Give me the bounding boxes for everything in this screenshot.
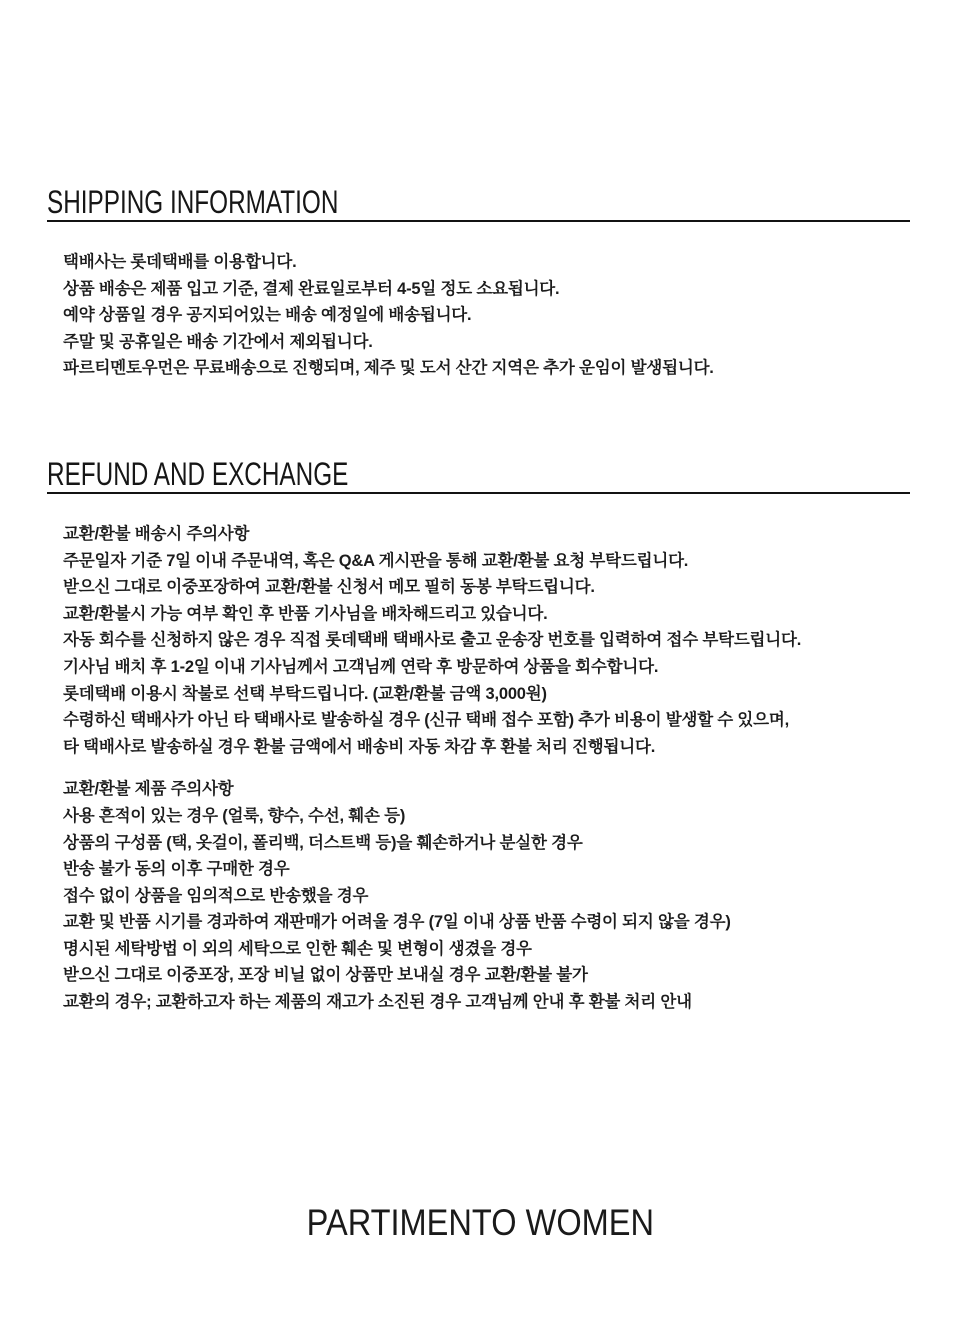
refund-product-line: 반송 불가 동의 이후 구매한 경우 — [63, 860, 290, 879]
refund-notice-line: 주문일자 기준 7일 이내 주문내역, 혹은 Q&A 게시판을 통해 교환/환불 요청 부탁드립니다. — [63, 551, 689, 570]
shipping-notice-list — [47, 249, 910, 382]
shipping-section-title: SHIPPING INFORMATION — [47, 184, 339, 220]
refund-product-line: 접수 없이 상품을 임의적으로 반송했을 경우 — [63, 886, 369, 905]
shipping-title-divider — [47, 220, 910, 222]
shipping-notice-line: 택배사는 롯데택배를 이용합니다. — [63, 253, 297, 271]
refund-product-line: 교환/환불 제품 주의사항 — [63, 780, 234, 799]
refund-notice-line: 타 택배사로 발송하실 경우 환불 금액에서 배송비 자동 차감 후 환불 처리 진행됩니다. — [63, 737, 656, 756]
refund-notice-line: 수령하신 택배사가 아닌 타 택배사로 발송하실 경우 (신규 택배 접수 포함) 추가 비용이 발생할 수 있으며, — [63, 711, 790, 730]
shipping-notice-line: 파르티멘토우먼은 무료배송으로 진행되며, 제주 및 도서 산간 지역은 추가 운임이 발생됩니다. — [63, 359, 714, 378]
refund-product-line: 교환 및 반품 시기를 경과하여 재판매가 어려울 경우 (7일 이내 상품 반품 수령이 되지 않을 경우) — [63, 913, 731, 932]
refund-notice-line: 자동 회수를 신청하지 않은 경우 직접 롯데택배 택배사로 출고 운송장 번호를 입력하여 접수 부탁드립니다. — [63, 631, 802, 650]
shipping-notice-line: 주말 및 공휴일은 배송 기간에서 제외됩니다. — [63, 332, 373, 351]
refund-notice-line: 교환/환불 배송시 주의사항 — [63, 524, 250, 543]
refund-product-line: 교환의 경우; 교환하고자 하는 제품의 재고가 소진된 경우 고객님께 안내 후 환불 처리 안내 — [63, 993, 692, 1012]
refund-notice-line: 롯데택배 이용시 착불로 선택 부탁드립니다. (교환/환불 금액 3,000원) — [63, 684, 547, 703]
page-footer — [0, 1200, 960, 1246]
refund-title-divider — [47, 492, 910, 494]
refund-shipping-notice-list — [47, 521, 910, 760]
shipping-notice-line: 예약 상품일 경우 공지되어있는 배송 예정일에 배송됩니다. — [63, 306, 472, 325]
shipping-notice-line: 상품 배송은 제품 입고 기준, 결제 완료일로부터 4-5일 정도 소요됩니다. — [63, 279, 560, 298]
refund-product-line: 상품의 구성품 (택, 옷걸이, 폴리백, 더스트백 등)을 훼손하거나 분실한 경우 — [63, 833, 583, 852]
refund-product-line: 명시된 세탁방법 이 외의 세탁으로 인한 훼손 및 변형이 생겼을 경우 — [63, 939, 532, 958]
shipping-section — [47, 0, 910, 382]
refund-notice-line: 받으신 그대로 이중포장하여 교환/환불 신청서 메모 필히 동봉 부탁드립니다. — [63, 578, 595, 597]
refund-notice-line: 교환/환불시 가능 여부 확인 후 반품 기사님을 배차해드리고 있습니다. — [63, 604, 548, 623]
brand-logo-text: PARTIMENTO WOMEN — [306, 1202, 654, 1243]
refund-notice-line: 기사님 배치 후 1-2일 이내 기사님께서 고객님께 연락 후 방문하여 상품을 회수합니다. — [63, 657, 659, 676]
refund-section-title: REFUND AND EXCHANGE — [47, 455, 349, 492]
refund-product-line: 사용 흔적이 있는 경우 (얼룩, 향수, 수선, 훼손 등) — [63, 806, 406, 825]
refund-product-line: 받으신 그대로 이중포장, 포장 비닐 없이 상품만 보내실 경우 교환/환불 불가 — [63, 966, 588, 985]
refund-product-notice-list — [47, 776, 910, 1015]
refund-section — [47, 455, 910, 1016]
